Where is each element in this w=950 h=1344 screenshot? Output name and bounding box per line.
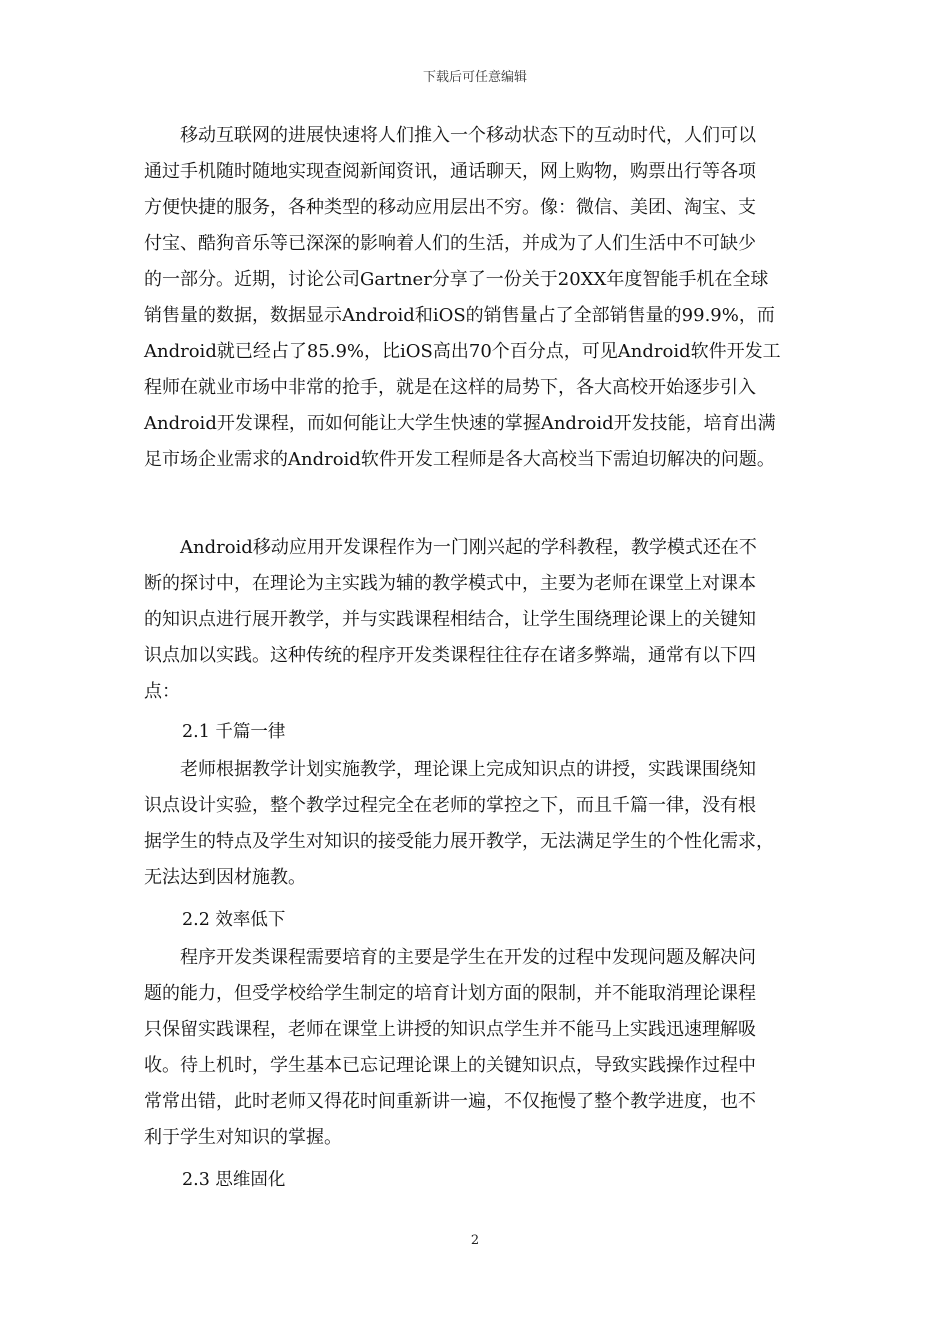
text-line: 程师在就业市场中非常的抢手，就是在这样的局势下，各大高校开始逐步引入 — [144, 377, 756, 398]
text-line: 识点加以实践。这种传统的程序开发类课程往往存在诸多弊端，通常有以下四 — [144, 645, 756, 666]
page-header: 下载后可任意编辑 — [422, 70, 527, 85]
text-line: 常常出错，此时老师又得花时间重新讲一遍，不仅拖慢了整个教学进度，也不 — [144, 1091, 756, 1112]
section-heading: 2.2 效率低下 — [182, 910, 286, 930]
text-line: 题的能力，但受学校给学生制定的培育计划方面的限制，并不能取消理论课程 — [144, 983, 756, 1004]
text-line: 通过手机随时随地实现查阅新闻资讯，通话聊天，网上购物，购票出行等各项 — [144, 161, 756, 182]
text-line: 据学生的特点及学生对知识的接受能力展开教学，无法满足学生的个性化需求， — [144, 831, 774, 852]
text-line: 的知识点进行展开教学，并与实践课程相结合，让学生围绕理论课上的关键知 — [144, 609, 756, 630]
page-number: 2 — [470, 1233, 480, 1248]
text-line: Android移动应用开发课程作为一门刚兴起的学科教程，教学模式还在不 — [144, 537, 757, 558]
text-line: 收。待上机时，学生基本已忘记理论课上的关键知识点，导致实践操作过程中 — [144, 1055, 756, 1076]
text-line: 断的探讨中，在理论为主实践为辅的教学模式中，主要为老师在课堂上对课本 — [144, 573, 756, 594]
text-line: 移动互联网的进展快速将人们推入一个移动状态下的互动时代，人们可以 — [144, 125, 756, 146]
text-line: 无法达到因材施教。 — [144, 867, 306, 888]
section-heading: 2.1 千篇一律 — [182, 722, 286, 742]
text-line: 只保留实践课程，老师在课堂上讲授的知识点学生并不能马上实践迅速理解吸 — [144, 1019, 756, 1040]
text-line: 足市场企业需求的Android软件开发工程师是各大高校当下需迫切解决的问题。 — [144, 449, 775, 470]
text-line: 付宝、酷狗音乐等已深深的影响着人们的生活，并成为了人们生活中不可缺少 — [144, 233, 756, 254]
section-heading: 2.3 思维固化 — [182, 1170, 286, 1190]
text-line: 利于学生对知识的掌握。 — [144, 1127, 342, 1148]
text-line: 的一部分。近期，讨论公司Gartner分享了一份关于20XX年度智能手机在全球 — [144, 269, 769, 290]
text-line: 销售量的数据，数据显示Android和iOS的销售量占了全部销售量的99.9%，而 — [144, 305, 775, 326]
text-line: 程序开发类课程需要培育的主要是学生在开发的过程中发现问题及解决问 — [144, 947, 756, 968]
text-line: Android就已经占了85.9%，比iOS高出70个百分点，可见Android软件开发工 — [144, 341, 781, 362]
text-line: Android开发课程，而如何能让大学生快速的掌握Android开发技能，培育出满 — [144, 413, 776, 434]
text-line: 点： — [144, 681, 180, 702]
text-line: 识点设计实验，整个教学过程完全在老师的掌控之下，而且千篇一律，没有根 — [144, 795, 756, 816]
text-line: 老师根据教学计划实施教学，理论课上完成知识点的讲授，实践课围绕知 — [144, 759, 756, 780]
text-line: 方便快捷的服务，各种类型的移动应用层出不穷。像：微信、美团、淘宝、支 — [144, 197, 756, 218]
